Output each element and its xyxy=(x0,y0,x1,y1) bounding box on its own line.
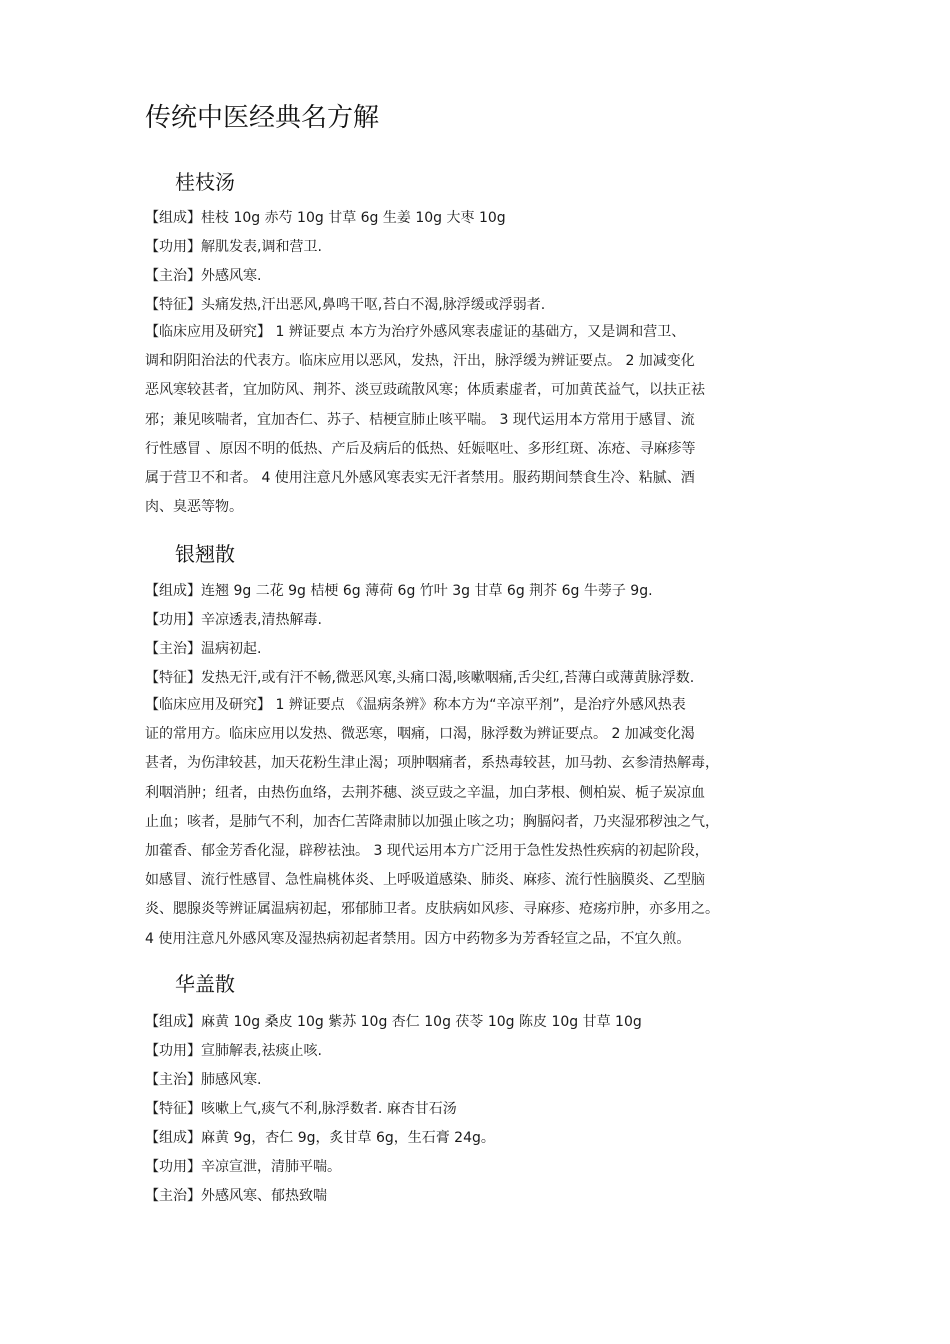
section-heading-yinqiao-san: 银翘散 xyxy=(175,542,235,566)
clinical-application-paragraph xyxy=(145,691,815,954)
indication-line: 【主治】肺感风寒. xyxy=(145,1072,262,1088)
paragraph-line: 行性感冒 、原因不明的低热、产后及病后的低热、妊娠呕吐、多形红斑、冻疮、寻麻疹等 xyxy=(145,440,696,457)
paragraph-line: 炎、腮腺炎等辨证属温病初起，邪郁肺卫者。皮肤病如风疹、寻麻疹、疮疡疖肿，亦多用之。 xyxy=(145,901,719,918)
composition-line: 【组成】连翘 9g 二花 9g 桔梗 6g 薄荷 6g 竹叶 3g 甘草 6g 荆芥 6g 牛蒡子 9g. xyxy=(145,583,653,599)
paragraph-line: 属于营卫不和者。 4 使用注意凡外感风寒表实无汗者禁用。服药期间禁食生冷、粘腻、酒 xyxy=(145,470,695,487)
composition-line: 【组成】麻黄 10g 桑皮 10g 紫苏 10g 杏仁 10g 茯苓 10g 陈皮 10g 甘草 10g xyxy=(145,1014,642,1030)
paragraph-line: 恶风寒较甚者，宜加防风、荆芥、淡豆豉疏散风寒；体质素虚者，可加黄芪益气，以扶正祛 xyxy=(145,382,705,399)
paragraph-line: 【临床应用及研究】 1 辨证要点 《温病条辨》称本方为“辛凉平剂”，是治疗外感风热表 xyxy=(145,697,686,713)
features-line: 【特征】头痛发热,汗出恶风,鼻鸣干呕,苔白不渴,脉浮缓或浮弱者. xyxy=(145,297,546,313)
extra-indication-line: 【主治】外感风寒、郁热致喘 xyxy=(145,1188,327,1204)
paragraph-line: 调和阴阳治法的代表方。临床应用以恶风，发热，汗出，脉浮缓为辨证要点。 2 加减变化 xyxy=(145,353,695,370)
features-line: 【特征】发热无汗,或有汗不畅,微恶风寒,头痛口渴,咳嗽咽痛,舌尖红,苔薄白或薄黄脉浮数. xyxy=(145,670,695,686)
composition-line: 【组成】桂枝 10g 赤芍 10g 甘草 6g 生姜 10g 大枣 10g xyxy=(145,210,506,226)
document-title: 传统中医经典名方解 xyxy=(145,103,380,133)
function-line: 【功用】宣肺解表,祛痰止咳. xyxy=(145,1043,322,1059)
paragraph-line: 【临床应用及研究】 1 辨证要点 本方为治疗外感风寒表虚证的基础方，又是调和营卫、 xyxy=(145,324,686,340)
function-line: 【功用】解肌发表,调和营卫. xyxy=(145,239,322,255)
paragraph-line: 肉、臭恶等物。 xyxy=(145,499,243,516)
paragraph-line: 利咽消肿；纽者，由热伤血络，去荆芥穗、淡豆豉之辛温，加白茅根、侧柏炭、栀子炭凉血 xyxy=(145,784,705,801)
function-line: 【功用】辛凉透表,清热解毒. xyxy=(145,612,322,628)
paragraph-line: 加藿香、郁金芳香化湿，辟秽祛浊。 3 现代运用本方广泛用于急性发热性疾病的初起阶段， xyxy=(145,843,709,860)
clinical-application-paragraph xyxy=(145,318,815,522)
paragraph-line: 甚者，为伤津较甚，加天花粉生津止渴；项肿咽痛者，系热毒较甚，加马勃、玄参清热解毒， xyxy=(145,755,719,772)
paragraph-line: 证的常用方。临床应用以发热、微恶寒，咽痛，口渴，脉浮数为辨证要点。 2 加减变化渴 xyxy=(145,726,695,743)
extra-composition-line: 【组成】麻黄 9g，杏仁 9g，炙甘草 6g，生石膏 24g。 xyxy=(145,1130,495,1146)
indication-line: 【主治】温病初起. xyxy=(145,641,262,657)
paragraph-line: 如感冒、流行性感冒、急性扁桃体炎、上呼吸道感染、肺炎、麻疹、流行性脑膜炎、乙型脑 xyxy=(145,872,705,889)
paragraph-line: 止血；咳者，是肺气不利，加杏仁苦降肃肺以加强止咳之功；胸膈闷者，乃夹湿邪秽浊之气， xyxy=(145,813,719,830)
extra-function-line: 【功用】辛凉宣泄，清肺平喘。 xyxy=(145,1159,341,1175)
features-line: 【特征】咳嗽上气,痰气不利,脉浮数者. 麻杏甘石汤 xyxy=(145,1101,457,1117)
indication-line: 【主治】外感风寒. xyxy=(145,268,262,284)
section-heading-huagai-san: 华盖散 xyxy=(175,972,235,996)
paragraph-line: 邪；兼见咳喘者，宜加杏仁、苏子、桔梗宣肺止咳平喘。 3 现代运用本方常用于感冒、流 xyxy=(145,411,695,428)
section-heading-guizhi-tang: 桂枝汤 xyxy=(175,170,235,194)
paragraph-line: 4 使用注意凡外感风寒及湿热病初起者禁用。因方中药物多为芳香轻宣之品，不宜久煎。 xyxy=(145,930,691,947)
